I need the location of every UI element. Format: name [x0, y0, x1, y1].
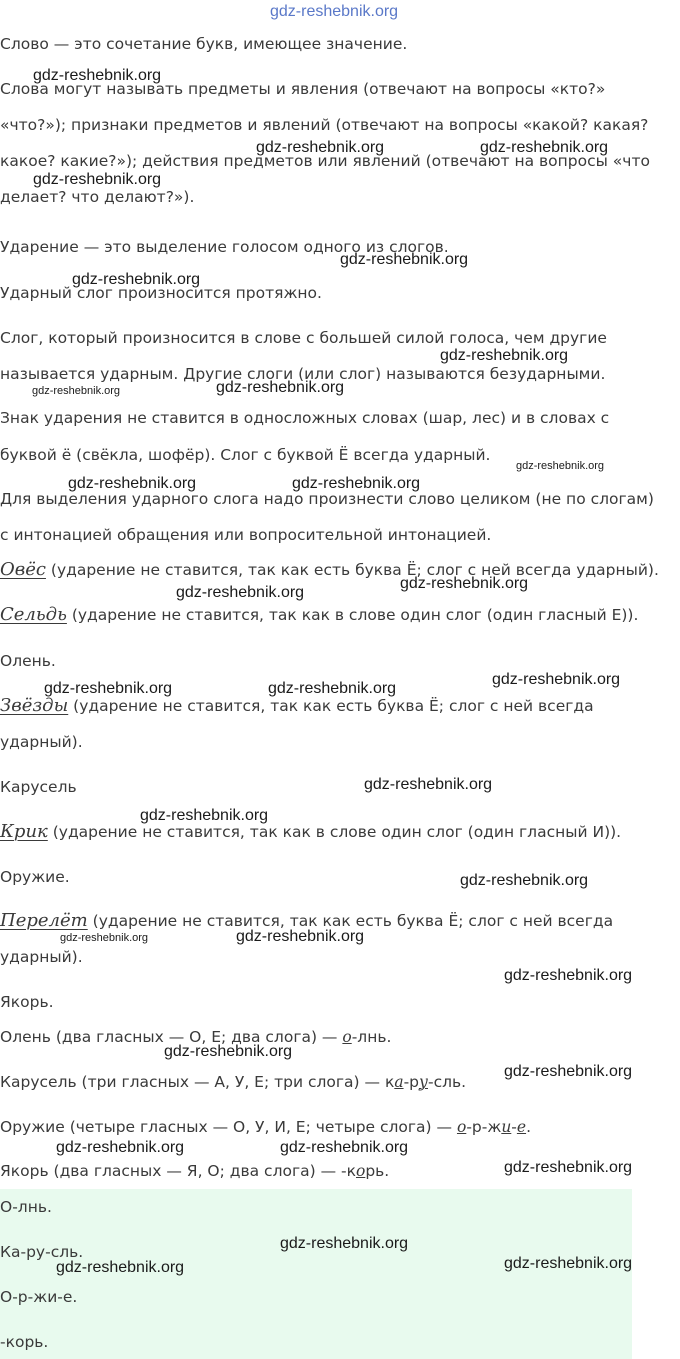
watermark: gdz-reshebnik.org [480, 139, 609, 156]
unstressed-vowel: у [419, 1073, 428, 1091]
analysis-text: Карусель (три гласных — А, У, Е; три слога) — к [0, 1073, 395, 1091]
unstressed-vowel: а [394, 1073, 404, 1091]
watermark: gdz-reshebnik.org [340, 251, 469, 268]
handwritten-word: Овёс [0, 559, 46, 580]
analysis-text: Якорь (два гласных — Я, О; два слога) — -к [0, 1162, 356, 1180]
analysis-text: рь. [365, 1162, 390, 1180]
watermark: gdz-reshebnik.org [504, 1159, 633, 1176]
word-note: (ударение не ставится, так как есть буква Ё; слог с ней всегда [68, 697, 594, 715]
word-note: (ударение не ставится, так как есть буква Ё; слог с ней всегда [87, 912, 614, 930]
unstressed-vowel: о [456, 1118, 467, 1136]
watermark: gdz-reshebnik.org [33, 171, 162, 188]
word-row-olen: Олень. [0, 652, 56, 670]
handwritten-word: Звёзды [0, 695, 69, 716]
watermark: gdz-reshebnik.org [256, 139, 385, 156]
watermark: gdz-reshebnik.org [60, 932, 149, 944]
watermark: gdz-reshebnik.org [216, 379, 345, 396]
analysis-text: -сль. [428, 1073, 467, 1091]
word-row-perelet-cont: ударный). [0, 948, 83, 966]
unstressed-vowel: о [355, 1162, 366, 1180]
watermark: gdz-reshebnik.org [292, 475, 421, 492]
answer-line-2: Ка-ру-сль. [0, 1243, 84, 1261]
word-row-krik [0, 822, 621, 842]
watermark: gdz-reshebnik.org [236, 928, 365, 945]
word-row-seld [0, 605, 638, 625]
watermark: gdz-reshebnik.org [492, 671, 621, 688]
analysis-text: -р-ж [466, 1118, 502, 1136]
watermark: gdz-reshebnik.org [176, 584, 305, 601]
watermark: gdz-reshebnik.org [460, 872, 589, 889]
theory-line-10: Знак ударения не ставится в односложных словах (шар, лес) и в словах с [0, 409, 610, 427]
watermark: gdz-reshebnik.org [504, 1063, 633, 1080]
answer-line-1: О-лнь. [0, 1198, 52, 1216]
word-row-zvezdy [0, 696, 594, 716]
handwritten-word: Крик [0, 821, 48, 842]
watermark: gdz-reshebnik.org [268, 680, 397, 697]
watermark: gdz-reshebnik.org [68, 475, 197, 492]
analysis-text: Оружие (четыре гласных — О, У, И, Е; четыре слога) — [0, 1118, 457, 1136]
analysis-yakor [0, 1161, 389, 1181]
watermark: gdz-reshebnik.org [440, 347, 569, 364]
theory-line-13: с интонацией обращения или вопросительной интонацией. [0, 526, 492, 544]
answer-line-4: -корь. [0, 1333, 49, 1351]
watermark: gdz-reshebnik.org [504, 1255, 633, 1272]
analysis-text: -лнь. [351, 1028, 392, 1046]
unstressed-vowel: о [342, 1028, 352, 1046]
watermark: gdz-reshebnik.org [400, 575, 529, 592]
word-row-zvezdy-cont: ударный). [0, 733, 83, 751]
watermark: gdz-reshebnik.org [56, 1259, 185, 1276]
word-row-oruzhie: Оружие. [0, 868, 70, 886]
watermark: gdz-reshebnik.org [72, 271, 201, 288]
watermark: gdz-reshebnik.org [280, 1235, 409, 1252]
watermark: gdz-reshebnik.org [56, 1139, 185, 1156]
answer-line-3: О-р-жи-е. [0, 1288, 78, 1306]
theory-line-4: какое? какие?»); действия предметов или явлений (отвечают на вопросы «что [0, 152, 650, 170]
theory-line-2: Слова могут называть предметы и явления (отвечают на вопросы «кто?» [0, 80, 606, 98]
analysis-text: -р [403, 1073, 419, 1091]
watermark: gdz-reshebnik.org [44, 680, 173, 697]
word-note: (ударение не ставится, так как есть буква Ё; слог с ней всегда ударный). [45, 561, 659, 579]
watermark: gdz-reshebnik.org [364, 776, 493, 793]
theory-line-1: Слово — это сочетание букв, имеющее значение. [0, 35, 408, 53]
word-note: (ударение не ставится, так как в слове один слог (один гласный Е)). [66, 606, 639, 624]
handwritten-word: Перелёт [0, 910, 88, 931]
word-row-yakor: Якорь. [0, 993, 54, 1011]
analysis-oruzhie [0, 1117, 531, 1137]
watermark: gdz-reshebnik.org [280, 1139, 409, 1156]
theory-line-6: Ударение — это выделение голосом одного из слогов. [0, 238, 449, 256]
analysis-karusel [0, 1072, 466, 1092]
theory-line-5: делает? что делают?»). [0, 188, 195, 206]
analysis-text: Олень (два гласных — О, Е; два слога) — [0, 1028, 343, 1046]
watermark: gdz-reshebnik.org [33, 67, 162, 84]
unstressed-vowel: е [516, 1118, 527, 1136]
word-row-oves [0, 560, 659, 580]
watermark: gdz-reshebnik.org [270, 3, 399, 20]
theory-line-7: Ударный слог произносится протяжно. [0, 284, 322, 302]
theory-line-9: называется ударным. Другие слоги (или слог) называются безударными. [0, 365, 606, 383]
unstressed-vowel: и [501, 1118, 512, 1136]
theory-line-12: Для выделения ударного слога надо произнести слово целиком (не по слогам) [0, 490, 654, 508]
watermark: gdz-reshebnik.org [32, 385, 121, 397]
watermark: gdz-reshebnik.org [516, 460, 605, 472]
analysis-text: - [511, 1118, 517, 1136]
theory-line-8: Слог, который произносится в слове с большей силой голоса, чем другие [0, 329, 607, 347]
word-note: (ударение не ставится, так как в слове один слог (один гласный И)). [47, 823, 622, 841]
watermark: gdz-reshebnik.org [504, 967, 633, 984]
watermark: gdz-reshebnik.org [164, 1043, 293, 1060]
handwritten-word: Сельдь [0, 604, 67, 625]
theory-line-11: буквой ё (свёкла, шофёр). Слог с буквой Ё всегда ударный. [0, 446, 491, 464]
watermark: gdz-reshebnik.org [140, 807, 269, 824]
word-row-karusel: Карусель [0, 778, 77, 796]
analysis-text: . [526, 1118, 532, 1136]
theory-line-3: «что?»); признаки предметов и явлений (отвечают на вопросы «какой? какая? [0, 116, 649, 134]
